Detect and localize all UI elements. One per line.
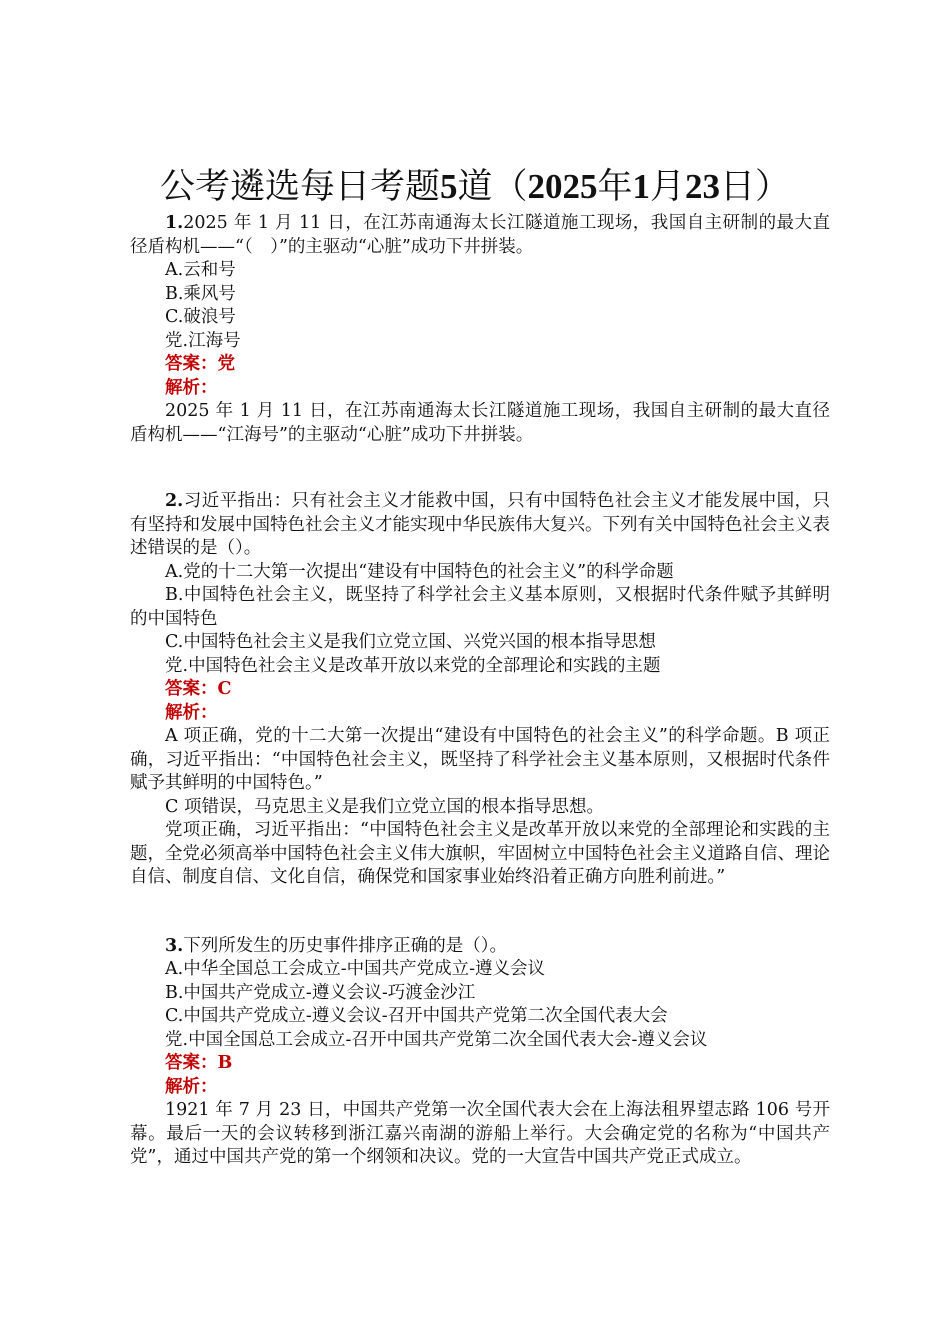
title-year: 2025 [527, 167, 598, 206]
title-text-3: 月 [650, 167, 686, 207]
page-title [0, 163, 950, 211]
question-number: 1. [165, 213, 184, 233]
question-stem-text: 2025 年 1 月 11 日，在江苏南通海太长江隧道施工现场，我国自主研制的最大直径盾构机——“（ ）”的主驱动“心脏”成功下井拼装。 [130, 213, 830, 257]
option-b: B.中国共产党成立-遵义会议-巧渡金沙江 [165, 982, 476, 1003]
analysis-label: 解析： [165, 1076, 218, 1097]
title-text-2: 年 [597, 167, 633, 207]
analysis-paragraph: A 项正确，党的十二大第一次提出“建设有中国特色的社会主义”的科学命题。B 项正确，习近平指出：“中国特色社会主义，既坚持了科学社会主义基本原则，又根据时代条件赋予其鲜明的中国特色。” [130, 726, 830, 793]
option-c: C.中国特色社会主义是我们立党立国、兴党兴国的根本指导思想 [165, 632, 656, 652]
question-number: 3. [165, 935, 184, 956]
title-suffix: 日） [720, 167, 791, 207]
answer: 答案：C [165, 679, 232, 699]
analysis-paragraph: 党项正确，习近平指出：“中国特色社会主义是改革开放以来党的全部理论和实践的主题，全党必须高举中国特色社会主义伟大旗帜，牢固树立中国特色社会主义道路自信、理论自信、制度自信、文化自信，确保党和国家事业始终沿着正确方向胜利前进。” [130, 820, 830, 887]
question-number: 2. [165, 491, 184, 511]
question-2 [130, 490, 830, 890]
option-d: 党.中国特色社会主义是改革开放以来党的全部理论和实践的主题 [165, 655, 661, 676]
question-stem [130, 935, 830, 959]
option-d: 党.中国全国总工会成立-召开中国共产党第二次全国代表大会-遵义会议 [165, 1029, 708, 1050]
question-1 [130, 212, 830, 447]
answer: 答案：B [165, 1053, 233, 1073]
spacer [130, 447, 830, 490]
title-text-1: 道（ [457, 167, 528, 207]
option-a: A.中华全国总工会成立-中国共产党成立-遵义会议 [165, 959, 546, 979]
spacer [130, 890, 830, 935]
question-stem-text: 习近平指出：只有社会主义才能救中国，只有中国特色社会主义才能发展中国，只有坚持和发展中国特色社会主义才能实现中华民族伟大复兴。下列有关中国特色社会主义表述错误的是（）。 [130, 491, 830, 558]
option-b: B.乘风号 [165, 283, 236, 304]
question-stem [130, 212, 830, 259]
title-prefix: 公考遴选每日考题 [159, 167, 440, 207]
title-count: 5 [439, 167, 458, 206]
option-a: A.云和号 [165, 260, 236, 280]
analysis-paragraph: 1921 年 7 月 23 日，中国共产党第一次全国代表大会在上海法租界望志路 106 号开幕。最后一天的会议转移到浙江嘉兴南湖的游船上举行。大会确定党的名称为“中国共产党”，通过中国共产党的第一个纲领和决议。党的一大宣告中国共产党正式成立。 [130, 1100, 830, 1167]
question-list [130, 212, 830, 1170]
analysis-label: 解析： [165, 702, 218, 723]
title-day: 23 [685, 167, 721, 206]
option-a: A.党的十二大第一次提出“建设有中国特色的社会主义”的科学命题 [165, 561, 674, 582]
analysis-paragraph: 2025 年 1 月 11 日，在江苏南通海太长江隧道施工现场，我国自主研制的最大直径盾构机——“江海号”的主驱动“心脏”成功下井拼装。 [130, 401, 830, 445]
title-month: 1 [632, 167, 650, 206]
question-stem [130, 490, 830, 561]
analysis-paragraph: C 项错误，马克思主义是我们立党立国的根本指导思想。 [165, 796, 604, 817]
option-c: C.破浪号 [165, 307, 236, 327]
answer: 答案：党 [165, 354, 235, 374]
question-3 [130, 935, 830, 1170]
option-d: 党.江海号 [165, 330, 241, 351]
analysis-label: 解析： [165, 377, 218, 398]
question-stem-text: 下列所发生的历史事件排序正确的是（）。 [183, 935, 508, 956]
option-c: C.中国共产党成立-遵义会议-召开中国共产党第二次全国代表大会 [165, 1006, 668, 1026]
option-b: B.中国特色社会主义，既坚持了科学社会主义基本原则，又根据时代条件赋予其鲜明的中国特色 [130, 585, 830, 629]
